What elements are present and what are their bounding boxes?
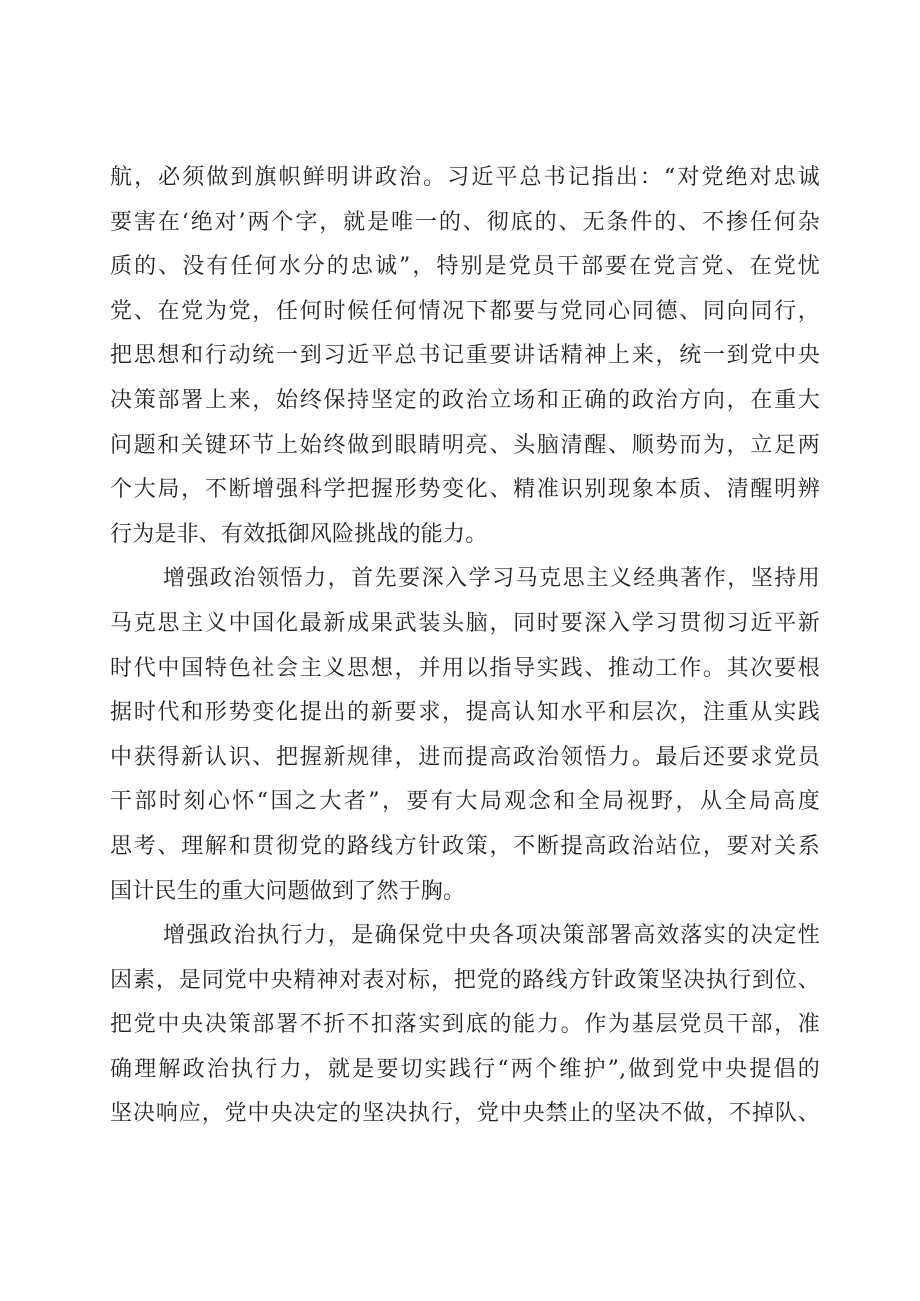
text-line: 干部时刻心怀“国之大者”，要有大局观念和全局视野，从全局高度	[110, 789, 820, 815]
text-line: 把党中央决策部署不折不扣落实到底的能力。作为基层党员干部，准	[110, 1012, 820, 1038]
text-line: 思考、理解和贯彻党的路线方针政策，不断提高政治站位，要对关系	[110, 833, 820, 859]
text-line: 国计民生的重大问题做到了然于胸。	[110, 878, 466, 904]
text-line: 因素，是同党中央精神对表对标，把党的路线方针政策坚决执行到位、	[110, 967, 820, 993]
text-line: 据时代和形势变化提出的新要求，提高认知水平和层次，注重从实践	[110, 700, 820, 726]
text-line: 要害在‘绝对’两个字，就是唯一的、彻底的、无条件的、不掺任何杂	[110, 209, 820, 235]
text-line: 问题和关键环节上始终做到眼睛明亮、头脑清醒、顺势而为，立足两	[110, 432, 820, 458]
text-line: 党、在党为党，任何时候任何情况下都要与党同心同德、同向同行，	[110, 298, 820, 324]
text-line: 把思想和行动统一到习近平总书记重要讲话精神上来，统一到党中央	[110, 343, 820, 369]
text-line: 增强政治执行力，是确保党中央各项决策部署高效落实的决定性	[163, 923, 820, 949]
text-line: 时代中国特色社会主义思想，并用以指导实践、推动工作。其次要根	[110, 655, 820, 681]
text-line: 马克思主义中国化最新成果武装头脑，同时要深入学习贯彻习近平新	[110, 610, 820, 636]
text-line: 增强政治领悟力，首先要深入学习马克思主义经典著作，坚持用	[163, 566, 820, 592]
text-line: 个大局，不断增强科学把握形势变化、精准识别现象本质、清醒明辨	[110, 477, 820, 503]
text-line: 确理解政治执行力，就是要切实践行“两个维护”,做到党中央提倡的	[110, 1056, 820, 1082]
text-line: 坚决响应，党中央决定的坚决执行，党中央禁止的坚决不做，不掉队、	[110, 1101, 820, 1127]
text-line: 行为是非、有效抵御风险挑战的能力。	[110, 521, 488, 547]
text-line: 中获得新认识、把握新规律，进而提高政治领悟力。最后还要求党员	[110, 744, 820, 770]
text-line: 决策部署上来，始终保持坚定的政治立场和正确的政治方向，在重大	[110, 387, 820, 413]
text-line: 质的、没有任何水分的忠诚”，特别是党员干部要在党言党、在党忧	[110, 254, 820, 280]
text-line: 航，必须做到旗帜鲜明讲政治。习近平总书记指出：“对党绝对忠诚	[110, 165, 820, 190]
document-body-text	[110, 156, 820, 1137]
